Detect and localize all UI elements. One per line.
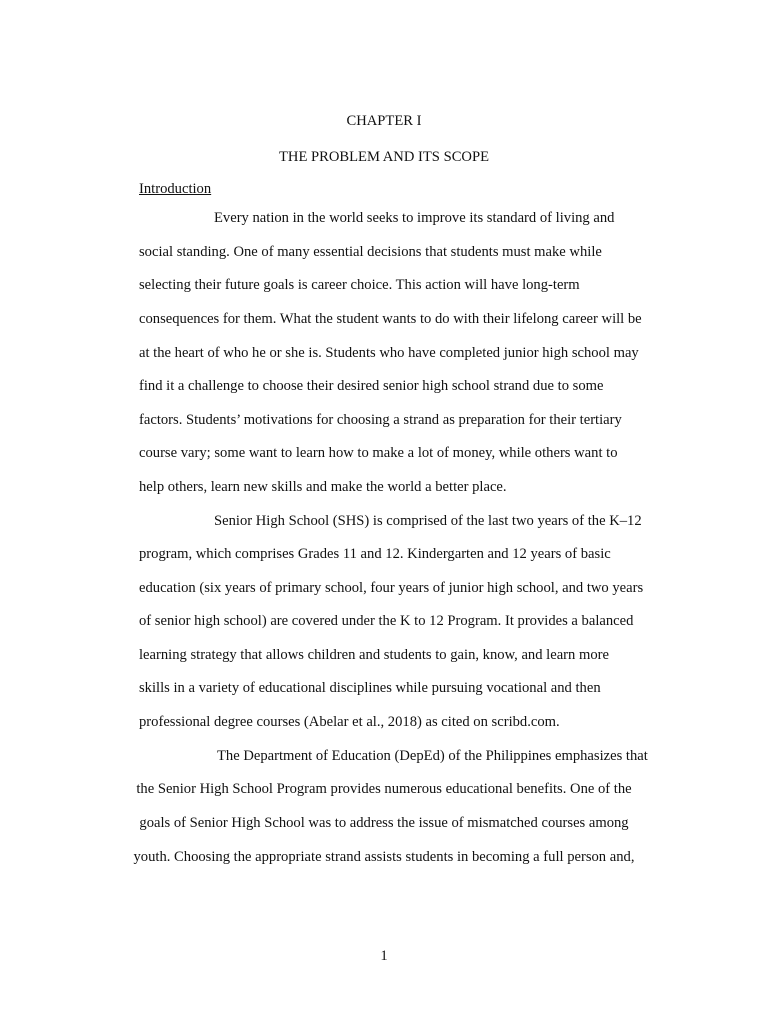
paragraph-line: the Senior High School Program provides numerous educational benefits. One of the	[136, 781, 632, 797]
paragraph-line: factors. Students’ motivations for choosing a strand as preparation for their tertiary	[139, 412, 622, 428]
chapter-title: THE PROBLEM AND ITS SCOPE	[278, 149, 489, 165]
paragraph-line: help others, learn new skills and make the world a better place.	[139, 479, 507, 495]
paragraph-line: selecting their future goals is career choice. This action will have long-term	[139, 277, 580, 293]
paragraph-line: at the heart of who he or she is. Students who have completed junior high school may	[139, 345, 639, 361]
paragraph-line: professional degree courses (Abelar et al., 2018) as cited on scribd.com.	[139, 714, 560, 730]
paragraph-line: social standing. One of many essential decisions that students must make while	[139, 244, 602, 260]
paragraph-line: The Department of Education (DepEd) of the Philippines emphasizes that	[217, 748, 648, 764]
paragraph-line: goals of Senior High School was to address the issue of mismatched courses among	[139, 815, 629, 831]
paragraph-line: course vary; some want to learn how to make a lot of money, while others want to	[139, 445, 618, 461]
paragraph-line: Every nation in the world seeks to improve its standard of living and	[214, 210, 615, 226]
chapter-label: CHAPTER I	[346, 113, 422, 129]
paragraph-line: youth. Choosing the appropriate strand assists students in becoming a full person and,	[133, 849, 635, 865]
page-number: 1	[380, 948, 388, 964]
paragraph-line: education (six years of primary school, four years of junior high school, and two years	[139, 580, 644, 596]
paragraph-line: learning strategy that allows children and students to gain, know, and learn more	[139, 647, 609, 663]
paragraph-line: find it a challenge to choose their desired senior high school strand due to some	[139, 378, 604, 394]
paragraph-line: consequences for them. What the student wants to do with their lifelong career will be	[139, 311, 642, 327]
paragraph-line: program, which comprises Grades 11 and 12. Kindergarten and 12 years of basic	[139, 546, 611, 562]
paragraph-line: Senior High School (SHS) is comprised of the last two years of the K–12	[214, 513, 642, 529]
paragraph-line: skills in a variety of educational disciplines while pursuing vocational and then	[139, 680, 601, 696]
paragraph-line: of senior high school) are covered under the K to 12 Program. It provides a balanced	[139, 613, 634, 629]
section-heading: Introduction	[139, 181, 212, 197]
